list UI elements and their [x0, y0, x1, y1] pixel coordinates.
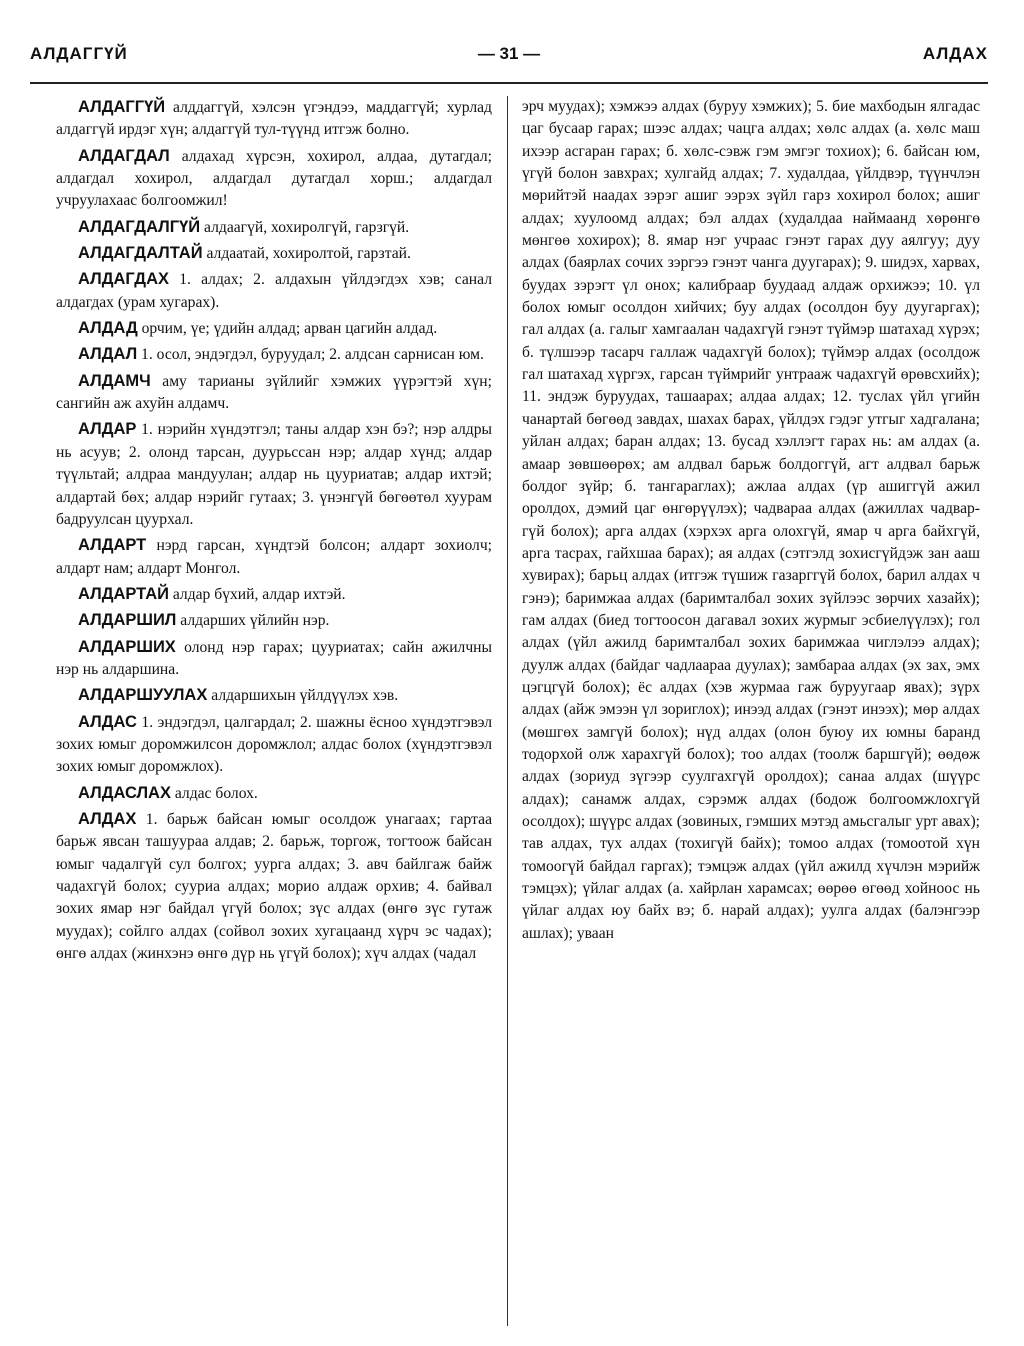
- dictionary-entry: [56, 370, 492, 416]
- entry-definition: алддаггүй, хэлсэн үгэндээ, маддаггүй; хурлад алдаггүй ирдэг хүн; алдаггүй тул-түүнд итгэж болно.: [56, 99, 492, 139]
- entry-headword: АЛДАРШИЛ: [78, 611, 177, 630]
- dictionary-entry: [56, 583, 492, 606]
- dictionary-entry: [56, 808, 492, 965]
- dictionary-entry: [56, 242, 492, 265]
- entry-headword: АЛДАГДАЛ: [78, 146, 170, 165]
- right-column: [522, 96, 980, 1336]
- dictionary-entry: [56, 711, 492, 779]
- dictionary-entry: [56, 268, 492, 314]
- entry-headword: АЛДАРТ: [78, 536, 147, 555]
- entry-headword: АЛДАХ: [78, 809, 137, 828]
- entry-headword: АЛДАРШУУЛАХ: [78, 686, 208, 705]
- entry-definition: орчим, үе; үдийн алдад; арван цагийн алдад.: [137, 320, 438, 338]
- entry-headword: АЛДАГГҮЙ: [78, 98, 166, 116]
- entry-definition: алдас болох.: [170, 784, 258, 802]
- entry-headword: АЛДАР: [78, 420, 137, 439]
- dictionary-entry: [56, 317, 492, 340]
- entry-headword: АЛДАГДАХ: [78, 270, 169, 289]
- entry-definition: алдарших үйлийн нэр.: [176, 612, 330, 630]
- entry-definition: алдар бүхий, алдар ихтэй.: [168, 585, 346, 603]
- header-left-guide-word: АЛДАГГҮЙ: [30, 44, 128, 63]
- entry-definition: аму тарианы зүйлийг хэмжих үүрэгтэй хүн; сангийн аж ахуйн алдамч.: [56, 372, 492, 413]
- entry-headword: АЛДАД: [78, 319, 138, 338]
- entry-definition: 1. нэрийн хүндэтгэл; таны алдар хэн бэ?; нэр алдры нь асуув; 2. олонд тарсан, дуурьссан нэр; алдар хүнд; алдар түүльтай; алдраа мандуулан; алдар нь цууриатав; алдар ихтэй; алдартай бөх; алдар нэрийг гутаах; 3. үнэнгүй бөгөөтөл хуурам бадруулсан цуурхал.: [56, 421, 492, 528]
- entry-headword: АЛДАРТАЙ: [78, 584, 169, 603]
- dictionary-entry: [56, 782, 492, 805]
- dictionary-entry: [56, 96, 492, 142]
- dictionary-entry: [522, 96, 980, 945]
- entry-definition: 1. осол, эндэгдэл, буруудал; 2. алдсан сарнисан юм.: [137, 346, 484, 364]
- entry-definition: алдаршихын үйлдүүлэх хэв.: [207, 687, 399, 705]
- dictionary-entry: [56, 343, 492, 366]
- dictionary-entry: [56, 534, 492, 580]
- dictionary-entry: [56, 418, 492, 531]
- header-rule: [30, 82, 988, 84]
- page-header: [30, 44, 988, 76]
- entry-headword: АЛДАСЛАХ: [78, 783, 171, 802]
- entry-definition: 1. эндэгдэл, цалгардал; 2. шажны ёсноо хүндэтгэвэл зохих юмыг доромжилсон доромжлол; алдас болох (хүндэтгэвэл зохих юмыг доромжлох).: [56, 713, 492, 776]
- entry-headword: АЛДАМЧ: [78, 371, 151, 390]
- column-divider: [507, 96, 508, 1326]
- dictionary-entry: [56, 216, 492, 239]
- entry-definition: эрч муудах); хэмжээ алдах (буруу хэмжих); 5. бие махбодын ялгадас цаг бусаар гарах; шээс алдах; чацга алдах; хөлс алдах (а. хөлс маш ихээр асгаран гарах; б. хөлс-сэвж гэм эмгэг тохиох); 6. байсан юм, үгүй болон завхрах; хулгайд алдах; 7. худалдаа, үйлдвэр, түүнчлэн мөрийтэй наадах зэрэг ашиг ээрэх зүйл гарз хохирол болох; ашиг алдах; хуулоомд алдах; бэл алдах (худалдаа наймаанд хөрөнгө мөнгөө хохирох); 8. ямар нэг учраас гэнэт гарах дуу аялгуу; дуу алдах (баярлах сочих зэргээ гэнэт чанга дуугарах); 9. шидэх, харвах, буудах зэрэгт үл онох; калибраар буудаад алдаж орхижээ; 10. үл болох юмыг осолдон хийчих; буу алдах (осолдон буу дуугаргах); гал алдах (а. галыг хамгаалан чадахгүй гэнэт түймэр шатахад хүрэх; б. түлшээр тасарч галлаж чадахгүй болох); түймэр алдах (осолдож гал шатахад хүргэх, гарсан түймрийг унтрааж чадахгүй өрөвсхийх); 11. эндэж буруудах, ташаарах; алдаа алдах; 12. туслах үйл үгийн чанартай бөгөөд завдах, шахах барах, үйлдэх гэдэг утгыг хадгалана; уйлан алдах; баран алдах; 13. бусад хэллэгт гарах нь: ам алдах (а. амаар зөвшөөрөх; ам алдвал барьж болдоггүй, агт алдвал барьж болдог зүйр; б. тангараглах); ажлаа алдах (үр ашиггүй ажил оролдох, дэмий цаг өнгөрүүлэх); чадвараа алдах (ажиллах чадвар-гүй болох); арга алдах (хэрхэх арга олохгүй, ямар ч арга байхгүй, арга тасрах, гайхшаа барах); ая алдах (сэтгэлд зохисгүйдэж зан ааш хувирах); барьц алдах (итгэж түшиж газарггүй болох, барил алдах ч гэнэ); баримжаа алдах (баримталбал зохих зүйлээс зөрчих хазайх); гам алдах (биед тогтоосон дагавал зохих журмыг эсбиелүүлэх); гол алдах (үйл ажилд баримталбал зохих баримжаа чиглэлээ алдах); дуулж алдах (байдаг чадлаараа дуулах); замбараа алдах (эх зах, эмх цэгцгүй болох); ёс алдах (хэв журмаа гаж буруугаар явах); зүрх алдах (айж эмээн үл зориглох); инээд алдах (гэнэт инээх); мөр алдах (мөшгөх замгүй болох); нүд алдах (олон буюу их юмны баранд тодорхой олж харахгүй болох); тоо алдах (тоолж баршгүй); өөдөж алдах (зориуд зүгээр суулгахгүй оролдох); санаа алдах (шүүрс алдах); санамж алдах, сэрэмж алдах (бодож болгоомжлохгүй осолдох); шүүрс алдах (зовиных, гэмших мэтэд амьсгалыг урт авах); тав алдах, тух алдах (тохигүй байх); томоо алдах (томоотой хүн томоогүй байдал гаргах); тэмцэж алдах (үйл ажилд хүчлэн мэрийж тэмцэх); үйлаг алдах (а. хайрлан харамсах; өөрөө өгөөд хойноос нь үйлаг алдах юу байх вэ; б. нарай алдах); уулга алдах (балэнгээр ашлах); уваан: [522, 98, 980, 942]
- page-number: — 31 —: [477, 44, 541, 63]
- entry-definition: 1. барьж байсан юмыг осолдож унагаах; гартаа барьж явсан ташуураа алдав; 2. барьж, торгож, тогтоож байсан юмыг чадалгүй сул болгох; уурга алдах; 3. авч байлгаж байж чадахгүй болох; сууриа алдах; морио алдаж орхив; 4. байвал зохих ямар нэг байдал үгүй болох; зүс алдах (өнгө зүс гутаж муудах); сойлго алдах (сойвол зохих хугацаанд хүрч эс чадах); өнгө алдах (жинхэнэ өнгө дүр нь үгүй болох); хүч алдах (чадал: [56, 810, 492, 963]
- entry-headword: АЛДАГДАЛТАЙ: [78, 244, 203, 263]
- entry-definition: нэрд гарсан, хүндтэй болсон; алдарт зохиолч; алдарт нам; алдарт Монгол.: [56, 537, 492, 577]
- dictionary-entry: [56, 684, 492, 707]
- entry-definition: 1. алдах; 2. алдахын үйлдэгдэх хэв; санал алдагдах (урам хугарах).: [56, 271, 492, 311]
- left-column: [56, 96, 492, 1336]
- entry-definition: алдахад хүрсэн, хохирол, алдаа, дутагдал; алдагдал хохирол, алдагдал дутагдал хорш.; алдагдал учруулахаас болгоомжил!: [56, 147, 492, 210]
- entry-definition: олонд нэр гарах; цууриатах; сайн ажилчны нэр нь алдаршина.: [56, 638, 492, 678]
- dictionary-entry: [56, 636, 492, 682]
- entry-headword: АЛДАЛ: [78, 345, 138, 364]
- dictionary-entry: [56, 145, 492, 213]
- dictionary-entry: [56, 609, 492, 632]
- entry-definition: алдаагүй, хохиролгүй, гарзгүй.: [200, 218, 410, 236]
- entry-definition: алдаатай, хохиролтой, гарзтай.: [202, 245, 411, 263]
- entry-headword: АЛДАРШИХ: [78, 637, 176, 656]
- entry-headword: АЛДАС: [78, 712, 137, 731]
- entry-headword: АЛДАГДАЛГҮЙ: [78, 217, 201, 236]
- header-right-guide-word: АЛДАХ: [922, 44, 988, 63]
